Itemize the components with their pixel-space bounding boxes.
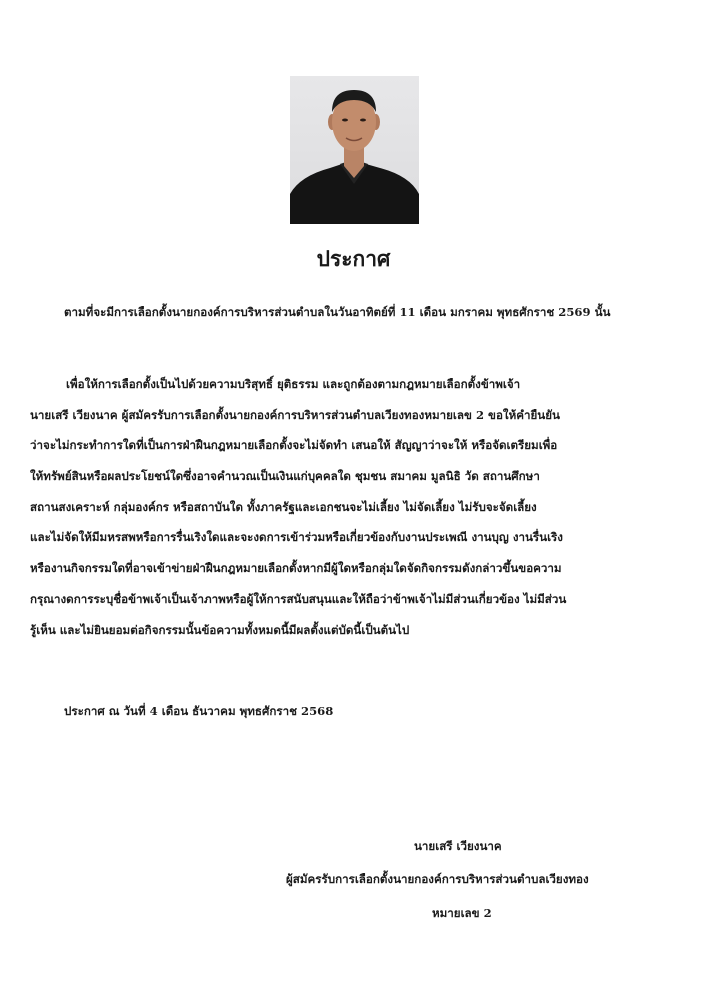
declaration-line: หรืองานกิจกรรมใดที่อาจเข้าข่ายฝ่าฝืนกฎหมายเลือกตั้งหากมีผู้ใดหรือกลุ่มใดจัดกิจกรรมดังกล่าวขึ้นขอความ — [30, 561, 562, 576]
declaration-line: เพื่อให้การเลือกตั้งเป็นไปด้วยความบริสุทธิ์ ยุติธรรม และถูกต้องตามกฎหมายเลือกตั้งข้าพเจ้า — [66, 377, 521, 391]
declaration-line: นายเสรี เวียงนาค ผู้สมัครรับการเลือกตั้งนายกองค์การบริหารส่วนตำบลเวียงทองหมายเลข 2 ขอให้คำยืนยัน — [30, 407, 560, 422]
declaration-line: รู้เห็น และไม่ยินยอมต่อกิจกรรมนั้นข้อความทั้งหมดนี้มีผลตั้งแต่บัดนี้เป็นต้นไป — [30, 622, 410, 637]
signature-role: ผู้สมัครรับการเลือกตั้งนายกองค์การบริหารส่วนตำบลเวียงทอง — [286, 872, 589, 886]
candidate-portrait-photo — [290, 76, 419, 224]
declaration-line: และไม่จัดให้มีมหรสพหรือการรื่นเริงใดและจะงดการเข้าร่วมหรือเกี่ยวข้องกับงานประเพณี งานบุญ งานรื่นเริง — [30, 530, 563, 545]
intro-paragraph: ตามที่จะมีการเลือกตั้งนายกองค์การบริหารส่วนตำบลในวันอาทิตย์ที่ 11 เดือน มกราคม พุทธศักราช 2569 นั้น — [64, 305, 611, 319]
candidate-number: หมายเลข 2 — [432, 906, 492, 920]
declaration-line: สถานสงเคราะห์ กลุ่มองค์กร หรือสถาบันใด ทั้งภาครัฐและเอกชนจะไม่เลี้ยง ไม่จัดเลี้ยง ไม่รับจะจัดเลี้ยง — [30, 499, 537, 514]
declaration-body — [30, 369, 566, 645]
portrait-illustration — [290, 76, 419, 224]
declaration-line: ให้ทรัพย์สินหรือผลประโยชน์ใดซึ่งอาจคำนวณเป็นเงินแก่บุคคลใด ชุมชน สมาคม มูลนิธิ วัด สถานศึกษา — [30, 469, 540, 484]
declaration-line: ว่าจะไม่กระทำการใดที่เป็นการฝ่าฝืนกฎหมายเลือกตั้งจะไม่จัดทำ เสนอให้ สัญญาว่าจะให้ หรือจัดเตรียมเพื่อ — [30, 438, 558, 453]
announcement-title: ประกาศ — [316, 246, 391, 271]
declaration-line: กรุณางดการระบุชื่อข้าพเจ้าเป็นเจ้าภาพหรือผู้ให้การสนับสนุนและให้ถือว่าข้าพเจ้าไม่มีส่วนเกี่ยวข้อง ไม่มีส่วน — [30, 591, 567, 606]
announcement-date: ประกาศ ณ วันที่ 4 เดือน ธันวาคม พุทธศักราช 2568 — [64, 704, 334, 718]
signature-name: นายเสรี เวียงนาค — [414, 839, 502, 853]
